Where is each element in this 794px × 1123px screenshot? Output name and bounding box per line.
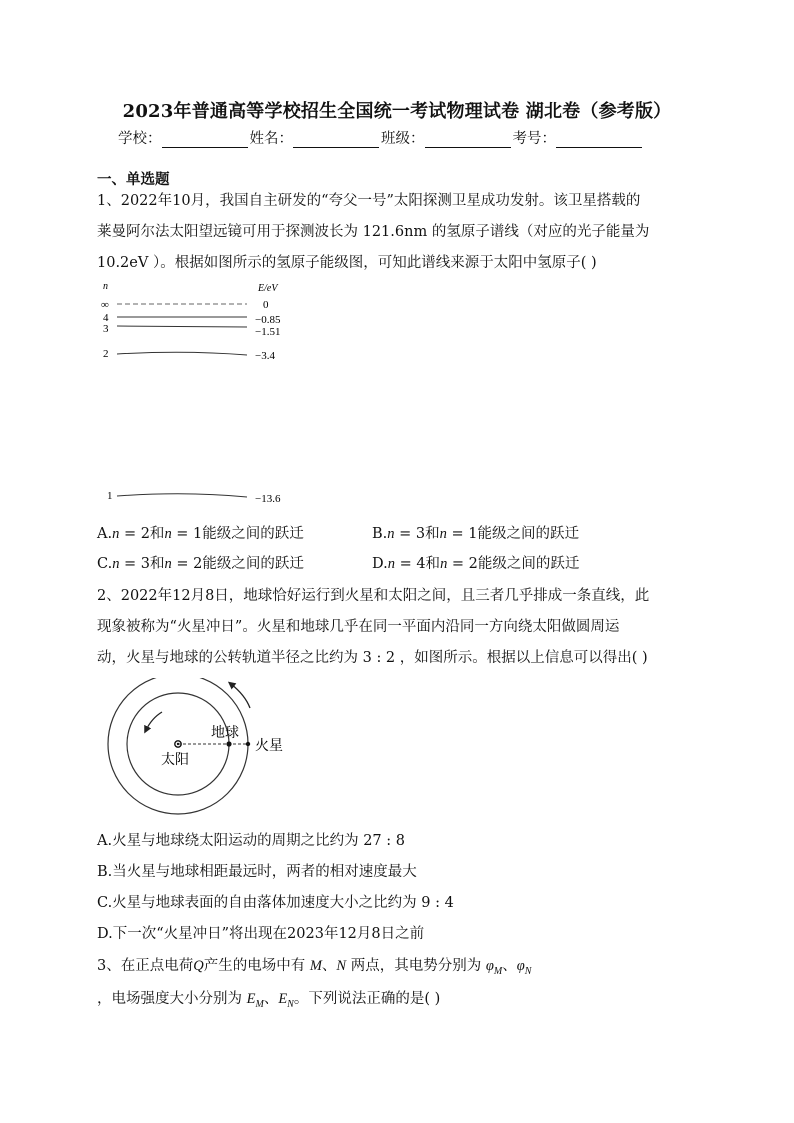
- level-2-energy: −3.4: [255, 350, 275, 362]
- name-field[interactable]: [293, 134, 379, 148]
- q2-option-c[interactable]: C.火星与地球表面的自由落体加速度大小之比约为 9 : 4: [97, 895, 454, 911]
- sun-label: 太阳: [161, 753, 189, 768]
- level-2-n: 2: [103, 348, 109, 360]
- exam-title: 2023年普通高等学校招生全国统一考试物理试卷 湖北卷（参考版）: [122, 101, 672, 122]
- q2-line2: 现象被称为“火星冲日”。火星和地球几乎在同一平面内沿同一方向绕太阳做圆周运: [97, 619, 620, 635]
- level-2: [103, 348, 275, 362]
- school-label: 学校：: [118, 131, 162, 147]
- energy-level-diagram: [95, 280, 315, 510]
- level-1-energy: −13.6: [255, 493, 281, 505]
- level-3-energy: −1.51: [255, 326, 281, 338]
- q3-line1: 3、在正点电荷Q产生的电场中有 M、N 两点，其电势分别为 $\varphi_M$、$\varphi_N$: [97, 958, 532, 977]
- level-4: [103, 312, 281, 326]
- energy-axis-label: E/eV: [258, 283, 278, 294]
- student-info-row: [118, 127, 644, 148]
- q1-option-a[interactable]: A.n = 2和n = 1能级之间的跃迁: [97, 526, 304, 542]
- q1-option-c[interactable]: C.n = 3和n = 2能级之间的跃迁: [97, 556, 304, 572]
- level-1-n: 1: [107, 490, 113, 502]
- q2-option-d[interactable]: D.下一次“火星冲日”将出现在2023年12月8日之前: [97, 926, 425, 942]
- level-4-energy: −0.85: [255, 314, 281, 326]
- q3-line2: ，电场强度大小分别为 $E_M$、$E_N$。下列说法正确的是( ): [97, 991, 441, 1010]
- level-inf-energy: 0: [263, 299, 269, 311]
- school-field[interactable]: [162, 134, 248, 148]
- earth-direction-arrow: [146, 712, 162, 730]
- q1-option-b[interactable]: B.n = 3和n = 1能级之间的跃迁: [372, 526, 579, 542]
- q2-line1: 2、2022年12月8日，地球恰好运行到火星和太阳之间，且三者几乎排成一条直线，此: [97, 588, 650, 604]
- mars-orbit: [108, 678, 248, 814]
- q1-line3: 10.2eV ）。根据如图所示的氢原子能级图，可知此谱线来源于太阳中氢原子( ): [97, 255, 597, 271]
- level-inf: [101, 299, 269, 311]
- level-3: [103, 323, 280, 338]
- q2-option-b[interactable]: B.当火星与地球相距最远时，两者的相对速度最大: [97, 864, 417, 880]
- id-label: 考号：: [512, 131, 556, 147]
- id-field[interactable]: [556, 134, 642, 148]
- mars-label: 火星: [255, 739, 283, 754]
- q2-line3: 动，火星与地球的公转轨道半径之比约为 3 : 2 ，如图所示。根据以上信息可以得出( ): [97, 650, 648, 666]
- section-heading: 一、单选题: [97, 171, 170, 188]
- orbit-diagram: [100, 678, 300, 820]
- level-inf-n: ∞: [101, 299, 109, 311]
- earth-dot: [226, 741, 231, 746]
- mars-direction-arrow: [231, 684, 250, 708]
- q2-option-a[interactable]: A.火星与地球绕太阳运动的周期之比约为 27 : 8: [97, 833, 405, 849]
- q1-option-d[interactable]: D.n = 4和n = 2能级之间的跃迁: [372, 556, 580, 572]
- class-label: 班级：: [381, 131, 425, 147]
- mars-dot: [246, 742, 250, 746]
- level-4-n: 4: [103, 312, 109, 324]
- q1-line1: 1、2022年10月，我国自主研发的“夸父一号”太阳探测卫星成功发射。该卫星搭载的: [97, 193, 641, 209]
- earth-label: 地球: [211, 726, 239, 741]
- q1-line2: 莱曼阿尔法太阳望远镜可用于探测波长为 121.6nm 的氢原子谱线（对应的光子能量为: [97, 224, 650, 240]
- class-field[interactable]: [425, 134, 511, 148]
- name-label: 姓名：: [249, 131, 293, 147]
- level-1: [107, 490, 281, 505]
- level-3-n: 3: [103, 323, 109, 335]
- n-axis-label: n: [103, 281, 108, 292]
